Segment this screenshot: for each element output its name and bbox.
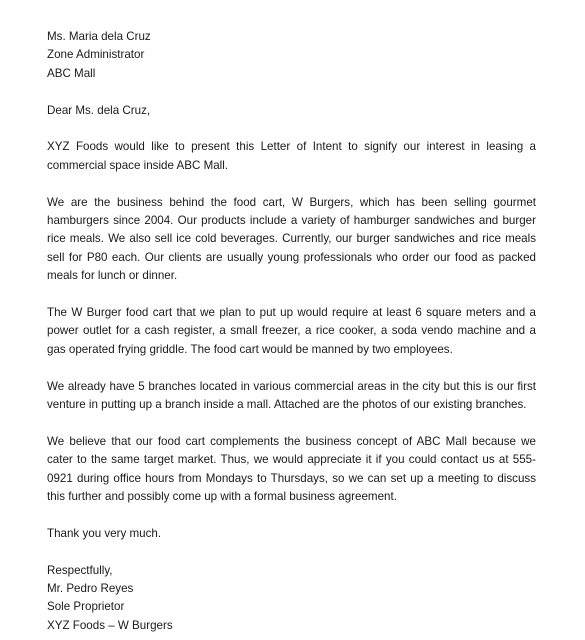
paragraph-branches: We already have 5 branches located in various commercial areas in the city but this is our first venture in putting up a branch inside a mall. Attached are the photos of our existing branches. — [47, 379, 536, 412]
signer-name: Mr. Pedro Reyes — [47, 582, 134, 596]
recipient-title: Zone Administrator — [47, 48, 145, 62]
salutation: Dear Ms. dela Cruz, — [47, 103, 151, 117]
recipient-name: Ms. Maria dela Cruz — [47, 30, 151, 43]
closing-block — [47, 562, 536, 636]
paragraph-requirements: The W Burger food cart that we plan to put up would require at least 6 square meters and a power outlet for a cash register, a small freezer, a rice cooker, a soda vendo machine and a gas operated frying griddle. The food cart would be manned by two employees. — [47, 306, 536, 356]
signer-company: XYZ Foods – W Burgers — [47, 618, 173, 632]
paragraph-intent: XYZ Foods would like to present this Letter of Intent to signify our interest in leasing a commercial space inside ABC Mall. — [47, 140, 536, 172]
signer-title: Sole Proprietor — [47, 600, 125, 614]
paragraph-request: We believe that our food cart complements the business concept of ABC Mall because we cater to the same target market. Thus, we would appreciate it if you could contact us at 555-0921 during office hours from Mondays to Thursdays, so we can set up a meeting to discuss this further and possibly come up with a formal business agreement. — [47, 434, 536, 504]
complimentary-close: Respectfully, — [47, 563, 113, 577]
letter-body — [47, 28, 536, 635]
paragraph-business: We are the business behind the food cart, W Burgers, which has been selling gourmet hamburgers since 2004. Our products include a variety of hamburger sandwiches and burger rice meals. We also sell ice cold beverages. Currently, our burger sandwiches and rice meals sell for P80 each. Our clients are usually young professionals who order our food as packed meals for lunch or dinner. — [47, 195, 536, 283]
paragraph-thanks: Thank you very much. — [47, 526, 162, 540]
recipient-company: ABC Mall — [47, 66, 96, 80]
recipient-block — [47, 28, 536, 83]
